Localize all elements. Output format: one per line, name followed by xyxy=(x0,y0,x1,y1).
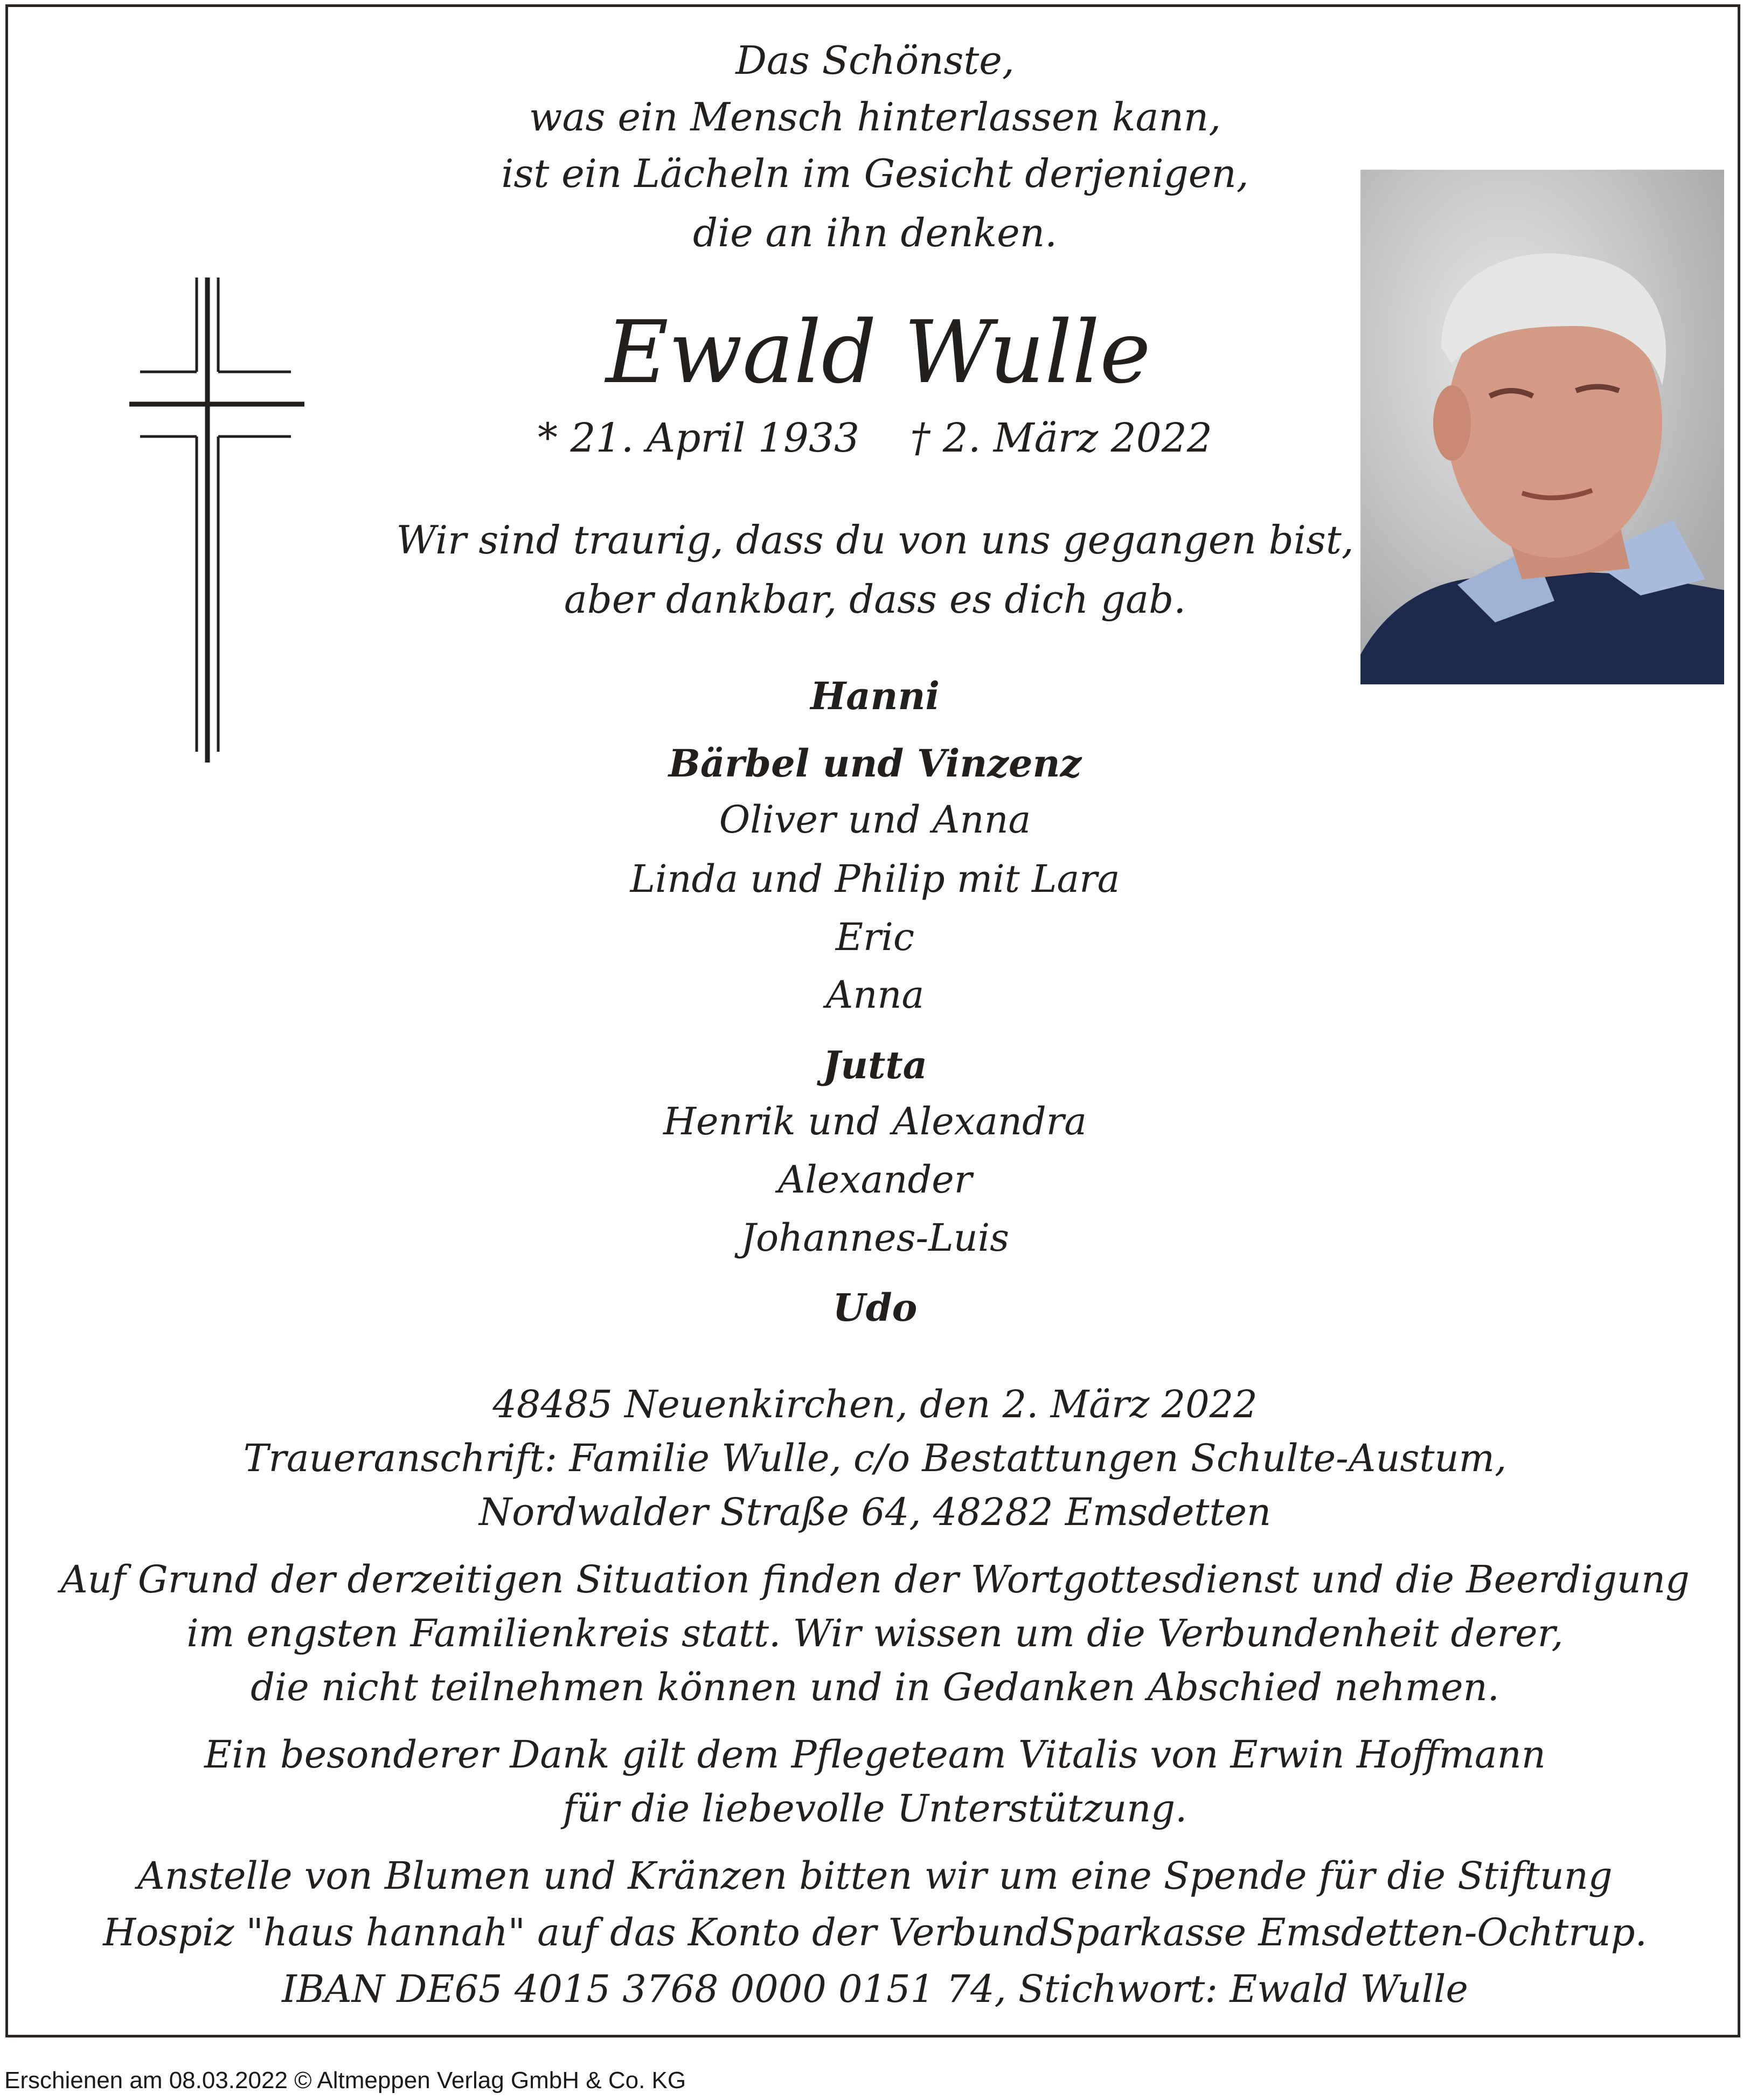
donation-line: IBAN DE65 4015 3768 0000 0151 74, Stichwort: Ewald Wulle xyxy=(282,1967,1468,2011)
family-member: Hanni xyxy=(810,674,940,718)
quote-line: aber dankbar, dass es dich gab. xyxy=(564,577,1186,622)
life-dates xyxy=(0,415,1750,461)
poem-line: was ein Mensch hinterlassen kann, xyxy=(529,94,1221,140)
address-line: Nordwalder Straße 64, 48282 Emsdetten xyxy=(478,1490,1272,1534)
birth-date: * 21. April 1933 xyxy=(538,415,860,461)
poem-line: ist ein Lächeln im Gesicht derjenigen, xyxy=(501,151,1249,196)
address-line: Traueranschrift: Familie Wulle, c/o Bestattungen Schulte-Austum, xyxy=(243,1436,1507,1480)
death-date: † 2. März 2022 xyxy=(910,415,1212,461)
donation-line: Anstelle von Blumen und Kränzen bitten wir um eine Spende für die Stiftung xyxy=(137,1854,1613,1898)
family-member: Oliver und Anna xyxy=(719,798,1031,842)
thanks-line: für die liebevolle Unterstützung. xyxy=(562,1786,1188,1831)
donation-line: Hospiz "haus hannah" auf das Konto der VerbundSparkasse Emsdetten-Ochtrup. xyxy=(103,1910,1647,1955)
family-member: Bärbel und Vinzenz xyxy=(668,741,1082,786)
family-member: Henrik und Alexandra xyxy=(663,1099,1087,1143)
notice-line: die nicht teilnehmen können und in Gedanken Abschied nehmen. xyxy=(251,1665,1499,1709)
poem-line: die an ihn denken. xyxy=(692,210,1058,255)
family-member: Eric xyxy=(835,915,915,959)
family-member: Anna xyxy=(825,973,925,1017)
family-member: Linda und Philip mit Lara xyxy=(630,857,1120,901)
deceased-name: Ewald Wulle xyxy=(606,302,1151,403)
family-member: Udo xyxy=(832,1285,918,1330)
family-member: Johannes-Luis xyxy=(740,1216,1010,1260)
notice-line: Auf Grund der derzeitigen Situation finden der Wortgottesdienst und die Beerdigung xyxy=(60,1557,1690,1602)
address-line: 48485 Neuenkirchen, den 2. März 2022 xyxy=(492,1382,1258,1426)
notice-line: im engsten Familienkreis statt. Wir wissen um die Verbundenheit derer, xyxy=(186,1611,1564,1655)
family-member: Alexander xyxy=(777,1158,973,1202)
thanks-line: Ein besonderer Dank gilt dem Pflegeteam Vitalis von Erwin Hoffmann xyxy=(204,1732,1546,1777)
publication-footer: Erschienen am 08.03.2022 © Altmeppen Verlag GmbH & Co. KG xyxy=(4,2067,686,2094)
poem-line: Das Schönste, xyxy=(735,38,1015,83)
family-member: Jutta xyxy=(822,1043,928,1087)
quote-line: Wir sind traurig, dass du von uns gegangen bist, xyxy=(396,517,1354,563)
